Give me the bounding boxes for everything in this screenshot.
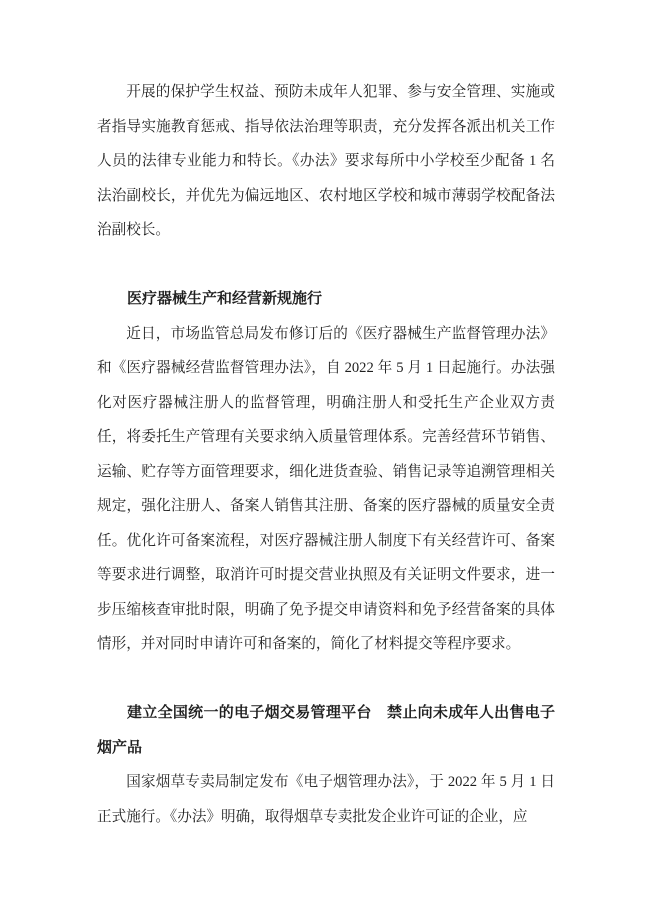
section-heading-ecigarette: 建立全国统一的电子烟交易管理平台 禁止向未成年人出售电子烟产品 [97, 705, 555, 756]
section-paragraph-ecigarette: 国家烟草专卖局制定发布《电子烟管理办法》，于 2022 年 5 月 1 日正式施行。《办法》明确，取得烟草专卖批发企业许可证的企业，应 [97, 774, 555, 825]
section-paragraph-medical-devices: 近日，市场监管总局发布修订后的《医疗器械生产监督管理办法》和《医疗器械经营监督管理办法》，自 2022 年 5 月 1 日起施行。办法强化对医疗器械注册人的监督管理，明确注册人和受托生产企业双方责任，将委托生产管理有关要求纳入质量管理体系。完善经营环节销售、运输、贮存等方面管理要求，细化进货查验、销售记录等追溯管理相关规定，强化注册人、备案人销售其注册、备案的医疗器械的质量安全责任。优化许可备案流程，对医疗器械注册人制度下有关经营许可、备案等要求进行调整，取消许可时提交营业执照及有关证明文件要求，进一步压缩核查审批时限，明确了免予提交申请资料和免予经营备案的具体情形，并对同时申请许可和备案的，简化了材料提交等程序要求。 [97, 325, 555, 652]
continued-paragraph: 开展的保护学生权益、预防未成年人犯罪、参与安全管理、实施或者指导实施教育惩戒、指导依法治理等职责，充分发挥各派出机关工作人员的法律专业能力和特长。《办法》要求每所中小学校至少配备 1 名法治副校长，并优先为偏远地区、农村地区学校和城市薄弱学校配备法治副校长。 [97, 84, 555, 238]
section-heading-medical-devices: 医疗器械生产和经营新规施行 [127, 291, 323, 307]
text-column [97, 75, 555, 834]
